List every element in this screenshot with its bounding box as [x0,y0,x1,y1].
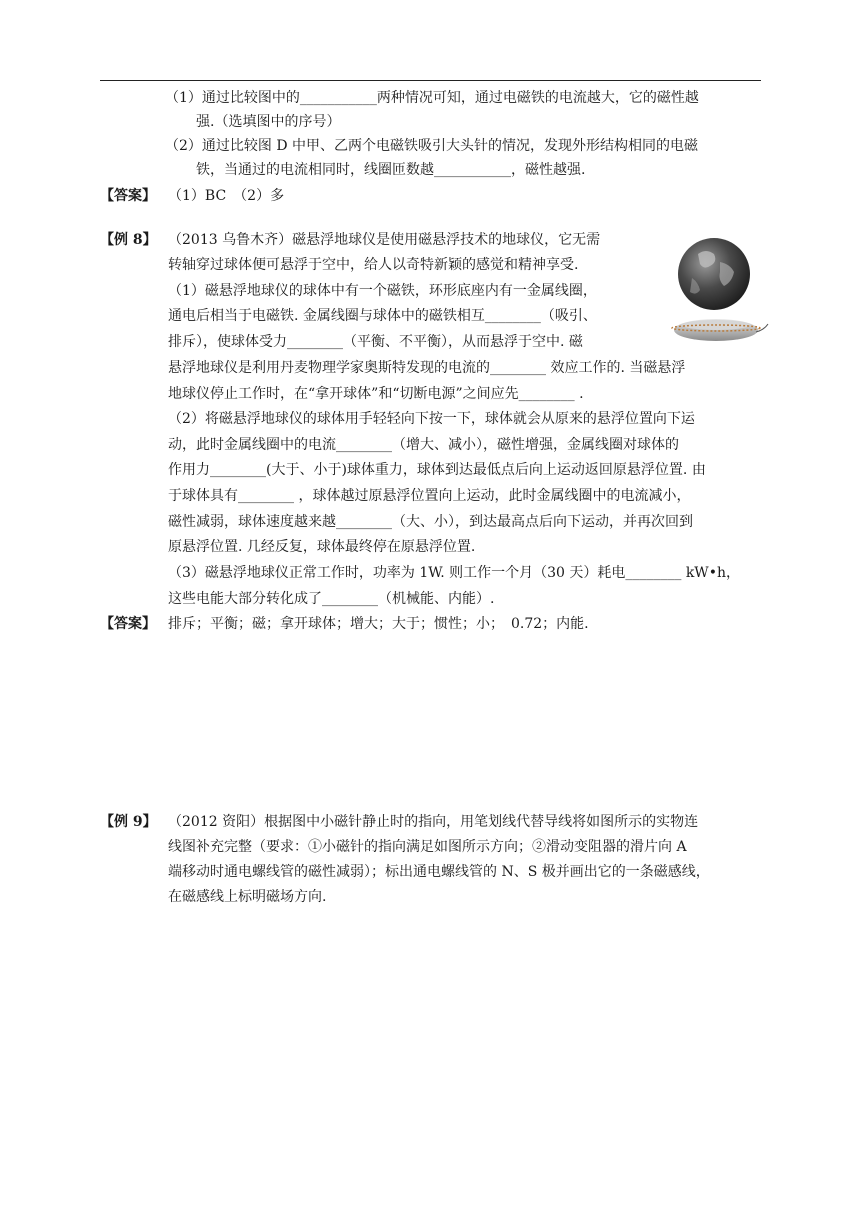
q8-line: 悬浮地球仪是利用丹麦物理学家奥斯特发现的电流的________ 效应工作的. 当磁悬浮 [168,360,686,376]
q7-line-4: 铁，当通过的电流相同时，线圈匝数越___________，磁性越强. [196,162,586,178]
q8-line: 地球仪停止工作时，在“拿开球体”和“切断电源”之间应先________ . [168,386,584,402]
q9-tag: 【例 9】 [100,814,157,830]
q8-line: 通电后相当于电磁铁. 金属线圈与球体中的磁铁相互________（吸引、 [168,308,597,324]
q7-answer-tag: 【答案】 [100,188,156,204]
q9-line: （2012 资阳）根据图中小磁针静止时的指向，用笔划线代替导线将如图所示的实物连 [168,814,699,830]
header-rule [100,80,761,81]
q7-line-3: （2）通过比较图 D 中甲、乙两个电磁铁吸引大头针的情况，发现外形结构相同的电磁 [165,138,699,154]
q8-line: （1）磁悬浮地球仪的球体中有一个磁铁，环形底座内有一金属线圈， [168,283,597,299]
q8-line: 磁性减弱，球体速度越来越________（大、小），到达最高点后向下运动，并再次回到 [168,514,693,530]
q7-line-2: 强.（选填图中的序号） [196,114,341,130]
q8-line: （3）磁悬浮地球仪正常工作时，功率为 1W. 则工作一个月（30 天）耗电________ kW•h， [168,565,740,581]
q8-answer-tag: 【答案】 [100,616,156,632]
q8-line: 于球体具有________ ，球体越过原悬浮位置向上运动，此时金属线圈中的电流减小， [168,488,691,504]
q7-answer: （1）BC （2）多 [168,188,285,204]
q8-line: 转轴穿过球体便可悬浮于空中，给人以奇特新颖的感觉和精神享受. [168,257,579,273]
q7-line-1: （1）通过比较图中的___________两种情况可知，通过电磁铁的电流越大，它的磁性越 [165,90,699,106]
q9-line: 在磁感线上标明磁场方向. [168,889,327,905]
q9-line: 端移动时通电螺线管的磁性减弱）；标出通电螺线管的 N、S 极并画出它的一条磁感线， [168,864,710,880]
q8-answer: 排斥；平衡；磁；拿开球体；增大；大于；惯性；小； 0.72；内能. [168,616,589,632]
q8-line: 动，此时金属线圈中的电流________（增大、减小），磁性增强，金属线圈对球体的 [168,437,679,453]
q8-line: （2013 乌鲁木齐）磁悬浮地球仪是使用磁悬浮技术的地球仪，它无需 [168,232,601,248]
q8-tag: 【例 8】 [100,232,157,248]
q8-line: （2）将磁悬浮地球仪的球体用手轻轻向下按一下，球体就会从原来的悬浮位置向下运 [168,411,695,427]
q8-line: 作用力________(大于、小于)球体重力，球体到达最低点后向上运动返回原悬浮位置. 由 [168,462,706,478]
q8-line: 这些电能大部分转化成了________（机械能、内能）. [168,591,495,607]
q9-line: 线图补充完整（要求：①小磁针的指向满足如图所示方向；②滑动变阻器的滑片向 A [168,839,687,855]
q8-line: 原悬浮位置. 几经反复，球体最终停在原悬浮位置. [168,539,476,555]
maglev-globe-image [668,232,770,344]
q8-line: 排斥），使球体受力________（平衡、不平衡），从而悬浮于空中. 磁 [168,334,583,350]
